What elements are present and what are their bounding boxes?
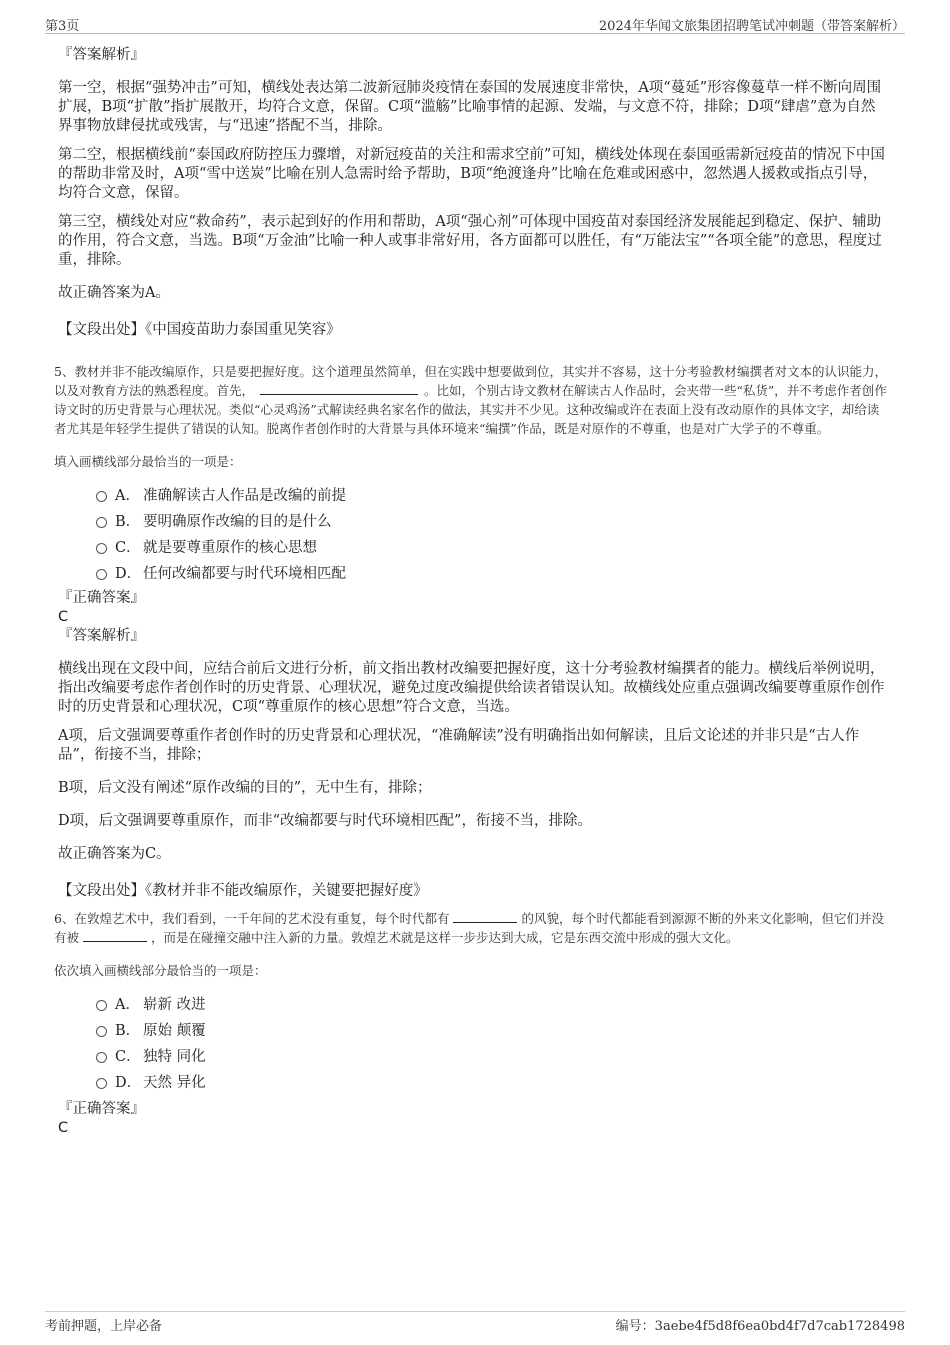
correct-answer: C — [58, 609, 69, 625]
page-header — [45, 13, 905, 34]
option-b[interactable]: B． 要明确原作改编的目的是什么 — [96, 509, 888, 535]
option-b[interactable]: B． 原始 颠覆 — [96, 1018, 888, 1044]
radio-icon[interactable] — [96, 1000, 107, 1011]
analysis-paragraph: 第三空，横线处对应“救命药”，表示起到好的作用和帮助，A项“强心剂”可体现中国疫苗对泰国经济发展能起到稳定、保护、辅助的作用，符合文意，当选。B项“万金油”比喻一种人或事非常好用，各方面都可以胜任，有“万能法宝”“各项全能”的意思，程度过重，排除。 — [58, 214, 882, 268]
analysis-heading: 『答案解析』 — [58, 47, 145, 63]
analysis-paragraph: 横线出现在文段中间，应结合前后文进行分析，前文指出教材改编要把握好度，这十分考验教材编撰者的能力。横线后举例说明，指出改编要考虑作者创作时的历史背景、心理状况，避免过度改编提供给读者错误认知。故横线处应重点强调改编要尊重原作创作时的历史背景和心理状况，C项“尊重原作的核心思想”符合文意，当选。 — [58, 661, 885, 715]
document-title: 2024年华闻文旅集团招聘笔试冲刺题（带答案解析） — [598, 19, 905, 34]
page-number: 第3页 — [45, 19, 80, 34]
radio-icon[interactable] — [96, 1052, 107, 1063]
option-a[interactable]: A． 崭新 改进 — [96, 992, 888, 1018]
document-id: 编号：3aebe4f5d8f6ea0bd4f7d7cab1728498 — [615, 1319, 905, 1334]
radio-icon[interactable] — [96, 491, 107, 502]
source-citation: 【文段出处】《中国疫苗助力泰国重见笑容》 — [58, 322, 341, 338]
fill-blank — [83, 929, 147, 942]
analysis-heading: 『答案解析』 — [58, 628, 145, 644]
analysis-paragraph: B项，后文没有阐述“原作改编的目的”，无中生有，排除； — [58, 780, 432, 796]
fill-blank — [260, 382, 418, 395]
fill-blank — [453, 910, 517, 923]
analysis-paragraph: A项，后文强调要尊重作者创作时的历史背景和心理状况，“准确解读”没有明确指出如何解读，且后文论述的并非只是“古人作品”，衔接不当，排除； — [58, 728, 860, 763]
correct-answer-heading: 『正确答案』 — [58, 590, 145, 606]
page-content — [54, 46, 888, 1138]
option-list — [96, 992, 888, 1096]
option-c[interactable]: C． 就是要尊重原作的核心思想 — [96, 535, 888, 561]
option-list — [96, 483, 888, 587]
radio-icon[interactable] — [96, 1026, 107, 1037]
answer-conclusion: 故正确答案为C。 — [58, 846, 171, 862]
question-prompt: 填入画横线部分最恰当的一项是： — [54, 454, 242, 469]
analysis-paragraph: 第一空，根据“强势冲击”可知，横线处表达第二波新冠肺炎疫情在泰国的发展速度非常快，A项“蔓延”形容像蔓草一样不断向周围扩展，B项“扩散”指扩展散开，均符合文意，保留。C项“滥觞”比喻事情的起源、发端，与文意不符，排除；D项“肆虐”意为自然界事物放肆侵扰或残害，与“迅速”搭配不当，排除。 — [58, 80, 882, 134]
radio-icon[interactable] — [96, 517, 107, 528]
page-footer — [45, 1311, 905, 1334]
correct-answer-heading: 『正确答案』 — [58, 1101, 145, 1117]
question-text: 6、在敦煌艺术中，我们看到，一千年间的艺术没有重复，每个时代都有 的风貌，每个时代都能看到源源不断的外来文化影响，但它们并没有被 ，而是在碰撞交融中注入新的力量。敦煌艺术就是这样一步步达到大成，它是东西交流中形成的强大文化。 — [54, 911, 884, 945]
option-c[interactable]: C． 独特 同化 — [96, 1044, 888, 1070]
answer-conclusion: 故正确答案为A。 — [58, 285, 170, 301]
radio-icon[interactable] — [96, 543, 107, 554]
option-a[interactable]: A． 准确解读古人作品是改编的前提 — [96, 483, 888, 509]
question-prompt: 依次填入画横线部分最恰当的一项是： — [54, 963, 267, 978]
radio-icon[interactable] — [96, 1078, 107, 1089]
source-citation: 【文段出处】《教材并非不能改编原作，关键要把握好度》 — [58, 883, 428, 899]
radio-icon[interactable] — [96, 569, 107, 580]
analysis-paragraph: 第二空，根据横线前“泰国政府防控压力骤增，对新冠疫苗的关注和需求空前”可知，横线处体现在泰国亟需新冠疫苗的情况下中国的帮助非常及时，A项“雪中送炭”比喻在别人急需时给予帮助，B项“绝渡逢舟”比喻在危难或困惑中，忽然遇人援救或指点引导，均符合文意，保留。 — [58, 147, 885, 201]
footer-slogan: 考前押题，上岸必备 — [45, 1319, 163, 1334]
analysis-paragraph: D项，后文强调要尊重原作，而非“改编都要与时代环境相匹配”，衔接不当，排除。 — [58, 813, 592, 829]
correct-answer: C — [58, 1120, 69, 1136]
option-d[interactable]: D． 任何改编都要与时代环境相匹配 — [96, 561, 888, 587]
option-d[interactable]: D． 天然 异化 — [96, 1070, 888, 1096]
question-text: 5、教材并非不能改编原作，只是要把握好度。这个道理虽然简单，但在实践中想要做到位，其实并不容易，这十分考验教材编撰者对文本的认识能力，以及对教育方法的熟悉程度。首先， 。比如，个别古诗文教材在解读古人作品时，会夹带一些“私货”，并不考虑作者创作诗文时的历史背景与心理状况。类似“心灵鸡汤”式解读经典名家名作的做法，其实并不少见。这种改编或许在表面上没有改动原作的具体文字，却给读者尤其是年轻学生提供了错误的认知。脱离作者创作时的大背景与具体环境来“编撰”作品，既是对原作的不尊重，也是对广大学子的不尊重。 — [54, 364, 887, 436]
